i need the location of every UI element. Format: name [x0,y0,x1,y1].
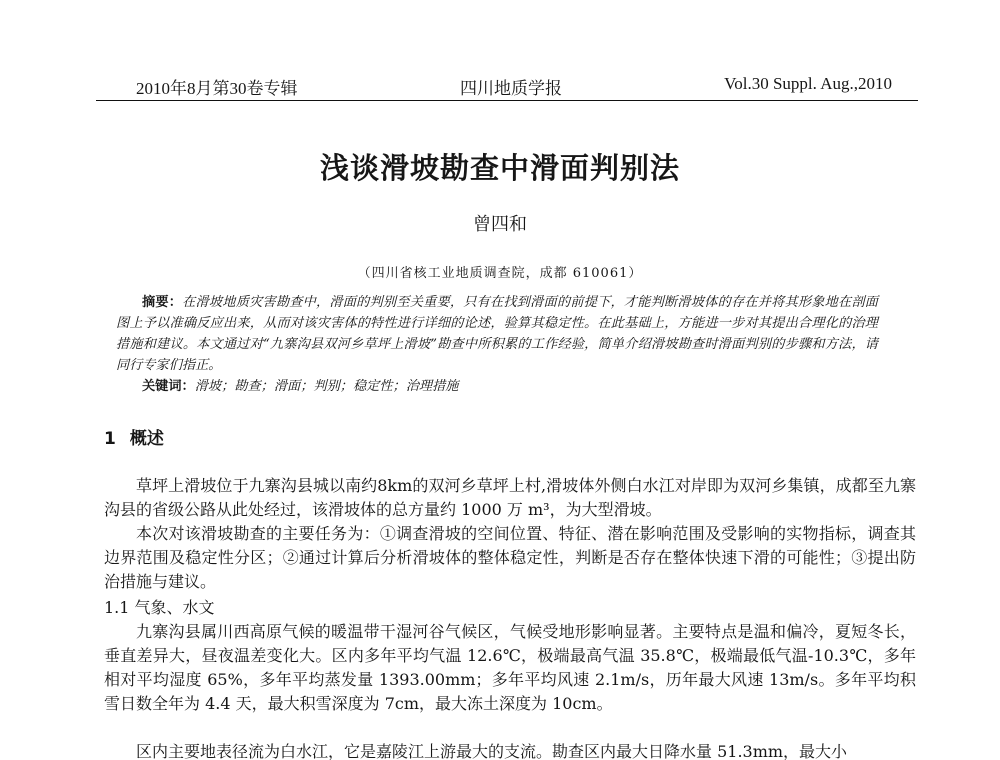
running-header [96,72,916,100]
journal-issue: 2010年8月第30卷专辑 [136,79,298,98]
keywords [142,376,872,397]
body-paragraph: 本次对该滑坡勘查的主要任务为：①调查滑坡的空间位置、特征、潜在影响范围及受影响的实物指标，调查其边界范围及稳定性分区；②通过计算后分析滑坡体的整体稳定性，判断是否存在整体快速下滑的可能性；③提出防治措施与建议。 [104,524,916,591]
header-rule [96,100,918,101]
author-name: 曾四和 [473,214,527,235]
volume-info: Vol.30 Suppl. Aug.,2010 [724,74,892,93]
affiliation: （四川省核工业地质调查院，成都 610061） [357,266,643,281]
keywords-label: 关键词： [142,379,195,394]
keywords-text: 滑坡；勘查；滑面；判别；稳定性；治理措施 [194,379,459,394]
body-paragraph: 九寨沟县属川西高原气候的暖温带干湿河谷气候区，气候受地形影响显著。主要特点是温和偏冷，夏短冬长，垂直差异大，昼夜温差变化大。区内多年平均气温 12.6℃，极端最高气温 35.8℃，极端最低气温-10.3℃，多年相对平均湿度 65%，多年平均蒸发量 1393.00mm；多年平均风速 2.1m/s，历年最大风速 13m/s。多年平均积雪日数全年为 4.4 天，最大积雪深度为 7cm，最大冻土深度为 10cm。 [104,622,916,713]
paper-title: 浅谈滑坡勘查中滑面判别法 [319,151,680,185]
body-paragraph: 草坪上滑坡位于九寨沟县城以南约8km的双河乡草坪上村,滑坡体外侧白水江对岸即为双河乡集镇，成都至九寨沟县的省级公路从此处经过，该滑坡体的总方量约 1000 万 m³，为大型滑坡。 [104,476,916,519]
subsection-heading: 1.1 气象、水文 [104,598,215,617]
body-paragraph: 区内主要地表径流为白水江，它是嘉陵江上游最大的支流。勘查区内最大日降水量 51.3mm，最大小 [136,742,848,760]
journal-name: 四川地质学报 [460,79,562,98]
abstract [116,292,878,376]
section-title: 概述 [129,429,164,449]
abstract-text: 在滑坡地质灾害勘查中，滑面的判别至关重要，只有在找到滑面的前提下，才能判断滑坡体的存在并将其形象地在剖面图上予以准确反应出来，从而对该灾害体的特性进行详细的论述，验算其稳定性。在此基础上，方能进一步对其提出合理化的治理措施和建议。本文通过对“九寨沟县双河乡草坪上滑坡”勘查中所积累的工作经验，简单介绍滑坡勘查时滑面判别的步骤和方法，请同行专家们指正。 [116,295,878,373]
section-heading [104,424,164,449]
abstract-label: 摘要： [142,295,183,310]
section-number: 1 [104,429,116,449]
